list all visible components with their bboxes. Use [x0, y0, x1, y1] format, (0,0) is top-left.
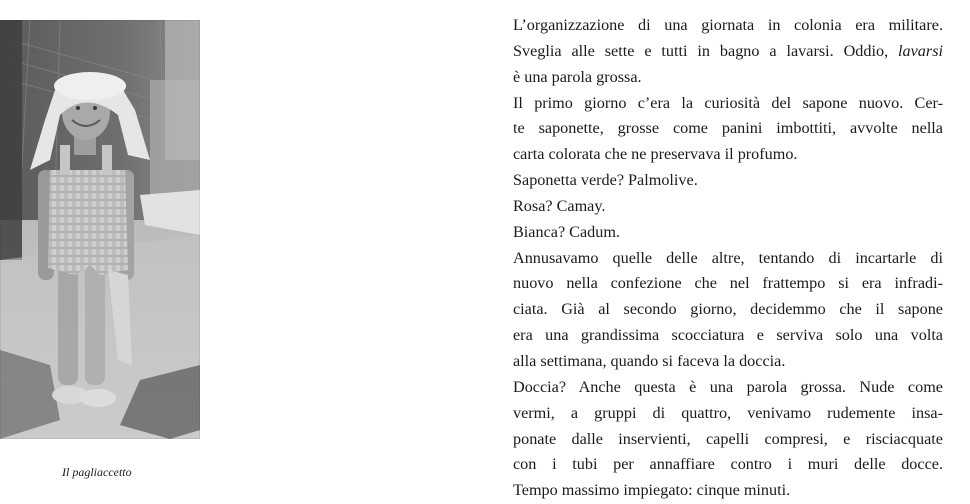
text-line-content: Sveglia alle sette e tutti in bagno a lavarsi. Oddio,: [513, 41, 899, 60]
text-line: [513, 323, 943, 349]
text-line-content: alla settimana, quando si faceva la doccia.: [513, 351, 786, 370]
text-line-content: ponate dalle inservienti, capelli compresi, e risciacquate: [513, 429, 943, 448]
text-line-content: era una grandissima scocciatura e serviva solo una volta: [513, 326, 943, 345]
text-line: [513, 168, 943, 194]
text-line-content: Doccia? Anche questa è una parola grossa. Nude come: [513, 377, 943, 396]
photo-child-in-romper: [0, 20, 200, 439]
text-line-content: vermi, a gruppi di quattro, venivamo rudemente insa-: [513, 403, 943, 422]
text-line: [513, 375, 943, 401]
text-line: [513, 427, 943, 453]
text-line-content: te saponette, grosse come panini imbottiti, avvolte nella: [513, 119, 943, 138]
text-line-content: ciata. Già al secondo giorno, decidemmo che il sapone: [513, 300, 943, 319]
text-line: [513, 13, 943, 39]
text-line: [513, 401, 943, 427]
text-line-italic: lavarsi: [898, 41, 943, 60]
text-line-content: nuovo nella confezione che nel frattempo si era infradi-: [513, 274, 943, 293]
text-line: [513, 220, 943, 246]
text-line-content: con i tubi per annaffiare contro i muri delle docce.: [513, 455, 943, 474]
photo-image: [0, 20, 200, 439]
text-line-content: Saponetta verde? Palmolive.: [513, 171, 698, 190]
text-line-content: Rosa? Camay.: [513, 196, 606, 215]
text-line: [513, 116, 943, 142]
text-line: [513, 194, 943, 220]
photo-caption: Il pagliaccetto: [62, 465, 132, 479]
text-line: [513, 349, 943, 375]
text-line-content: Il primo giorno c’era la curiosità del sapone nuovo. Cer-: [513, 93, 943, 112]
text-line-content: è una parola grossa.: [513, 67, 642, 86]
text-line-content: Tempo massimo impiegato: cinque minuti.: [513, 481, 791, 500]
text-line: [513, 39, 943, 65]
body-text: [513, 13, 943, 504]
text-line-content: Bianca? Cadum.: [513, 222, 620, 241]
text-line: [513, 246, 943, 272]
text-line-content: L’organizzazione di una giornata in colonia era militare.: [513, 16, 943, 34]
text-line: [513, 297, 943, 323]
text-line: [513, 65, 943, 91]
text-line: [513, 452, 943, 478]
text-line: [513, 478, 943, 504]
text-line: [513, 142, 943, 168]
text-line-content: carta colorata che ne preservava il profumo.: [513, 145, 798, 164]
text-line: [513, 91, 943, 117]
text-line: [513, 271, 943, 297]
text-line-content: Annusavamo quelle delle altre, tentando di incartarle di: [513, 248, 943, 267]
